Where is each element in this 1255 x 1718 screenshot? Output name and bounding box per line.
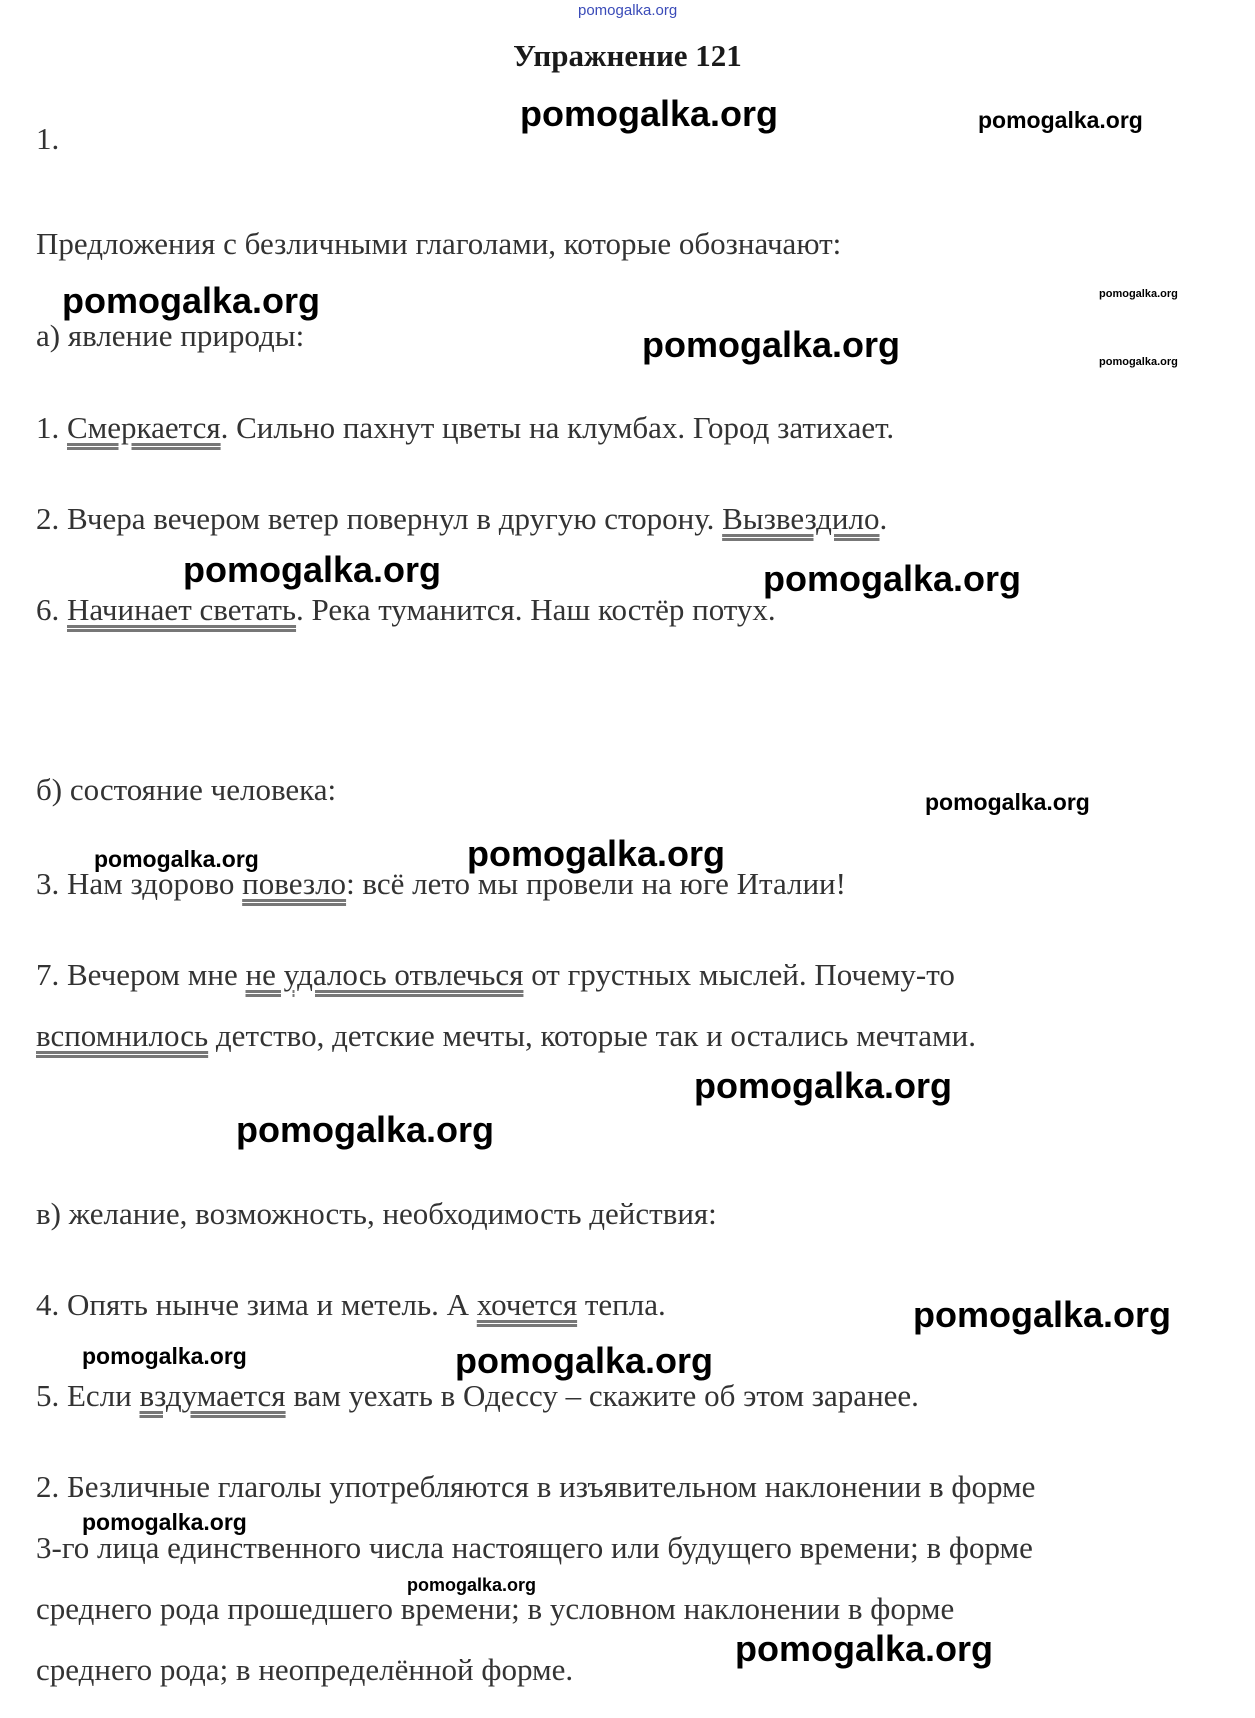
watermark: pomogalka.org — [467, 833, 726, 874]
watermark: pomogalka.org — [455, 1340, 714, 1381]
sentence-number: 2. — [36, 501, 67, 536]
watermark: pomogalka.org — [82, 1343, 247, 1369]
sentence-5 — [36, 1378, 919, 1414]
sentence-text: вам уехать в Одессу – скажите об этом заранее. — [285, 1378, 919, 1413]
sentence-7-continued — [36, 1018, 976, 1054]
sentence-number: 5. — [36, 1378, 67, 1413]
sentence-number: 6. — [36, 592, 67, 627]
watermark: pomogalka.org — [82, 1509, 247, 1535]
sentence-text: Если — [67, 1378, 140, 1413]
intro-text: Предложения с безличными глаголами, которые обозначают: — [36, 226, 842, 261]
watermark: pomogalka.org — [183, 549, 442, 590]
sentence-4 — [36, 1287, 666, 1323]
impersonal-verb: вздумается — [139, 1378, 286, 1413]
watermark: pomogalka.org — [1099, 288, 1178, 300]
sentence-text: тепла. — [577, 1287, 666, 1322]
page-title: Упражнение 121 — [513, 38, 742, 73]
impersonal-verb: Вызвездило — [722, 501, 880, 536]
sentence-number: 1. — [36, 410, 67, 445]
sentence-text: . Река туманится. Наш костёр потух. — [296, 592, 776, 627]
sentence-text: от грустных мыслей. Почему-то — [523, 957, 955, 992]
sentence-text: Опять нынче зима и метель. А — [67, 1287, 477, 1322]
sentence-text: . Сильно пахнут цветы на клумбах. Город затихает. — [220, 410, 895, 445]
watermark: pomogalka.org — [94, 846, 259, 872]
group-heading-desire: в) желание, возможность, необходимость действия: — [36, 1196, 717, 1231]
watermark: pomogalka.org — [694, 1065, 953, 1106]
watermark: pomogalka.org — [735, 1628, 994, 1669]
watermark: pomogalka.org — [913, 1294, 1172, 1335]
sentence-text: : всё лето мы провели на юге Италии! — [346, 866, 846, 901]
conclusion-line-2: 3-го лица единственного числа настоящего или будущего времени; в форме — [36, 1530, 1033, 1565]
section-number: 1. — [36, 121, 60, 156]
impersonal-verb: Смеркается — [67, 410, 221, 445]
conclusion-line-4: среднего рода; в неопределённой форме. — [36, 1652, 574, 1687]
impersonal-verb: Начинает светать — [67, 592, 297, 627]
sentence-number: 3. — [36, 866, 67, 901]
group-heading-state: б) состояние человека: — [36, 772, 337, 807]
impersonal-verb: вспомнилось — [36, 1018, 209, 1053]
conclusion-line-3: среднего рода прошедшего времени; в условном наклонении в форме — [36, 1591, 955, 1626]
sentence-number: 7. — [36, 957, 67, 992]
watermark: pomogalka.org — [407, 1575, 537, 1595]
sentence-6 — [36, 592, 776, 628]
sentence-text: . — [879, 501, 888, 536]
watermark: pomogalka.org — [642, 324, 901, 365]
sentence-text: Вечером мне — [67, 957, 246, 992]
group-heading-nature: а) явление природы: — [36, 318, 305, 353]
watermark: pomogalka.org — [236, 1109, 495, 1150]
impersonal-verb: повезло — [242, 866, 347, 901]
watermark: pomogalka.org — [978, 107, 1143, 133]
sentence-1 — [36, 410, 894, 446]
impersonal-verb: хочется — [476, 1287, 578, 1322]
watermark: pomogalka.org — [520, 93, 779, 134]
impersonal-verb: не удалось отвлечься — [245, 957, 524, 992]
watermark: pomogalka.org — [62, 280, 321, 321]
sentence-text: Вчера вечером ветер повернул в другую сторону. — [67, 501, 723, 536]
sentence-2 — [36, 501, 887, 537]
watermark: pomogalka.org — [578, 2, 678, 19]
sentence-7 — [36, 957, 955, 993]
watermark: pomogalka.org — [1099, 356, 1178, 368]
sentence-text: детство, детские мечты, которые так и остались мечтами. — [208, 1018, 976, 1053]
sentence-number: 4. — [36, 1287, 67, 1322]
conclusion-line-1: 2. Безличные глаголы употребляются в изъявительном наклонении в форме — [36, 1469, 1036, 1504]
sentence-text: Нам здорово — [67, 866, 243, 901]
watermark: pomogalka.org — [763, 558, 1022, 599]
watermark: pomogalka.org — [925, 789, 1090, 815]
